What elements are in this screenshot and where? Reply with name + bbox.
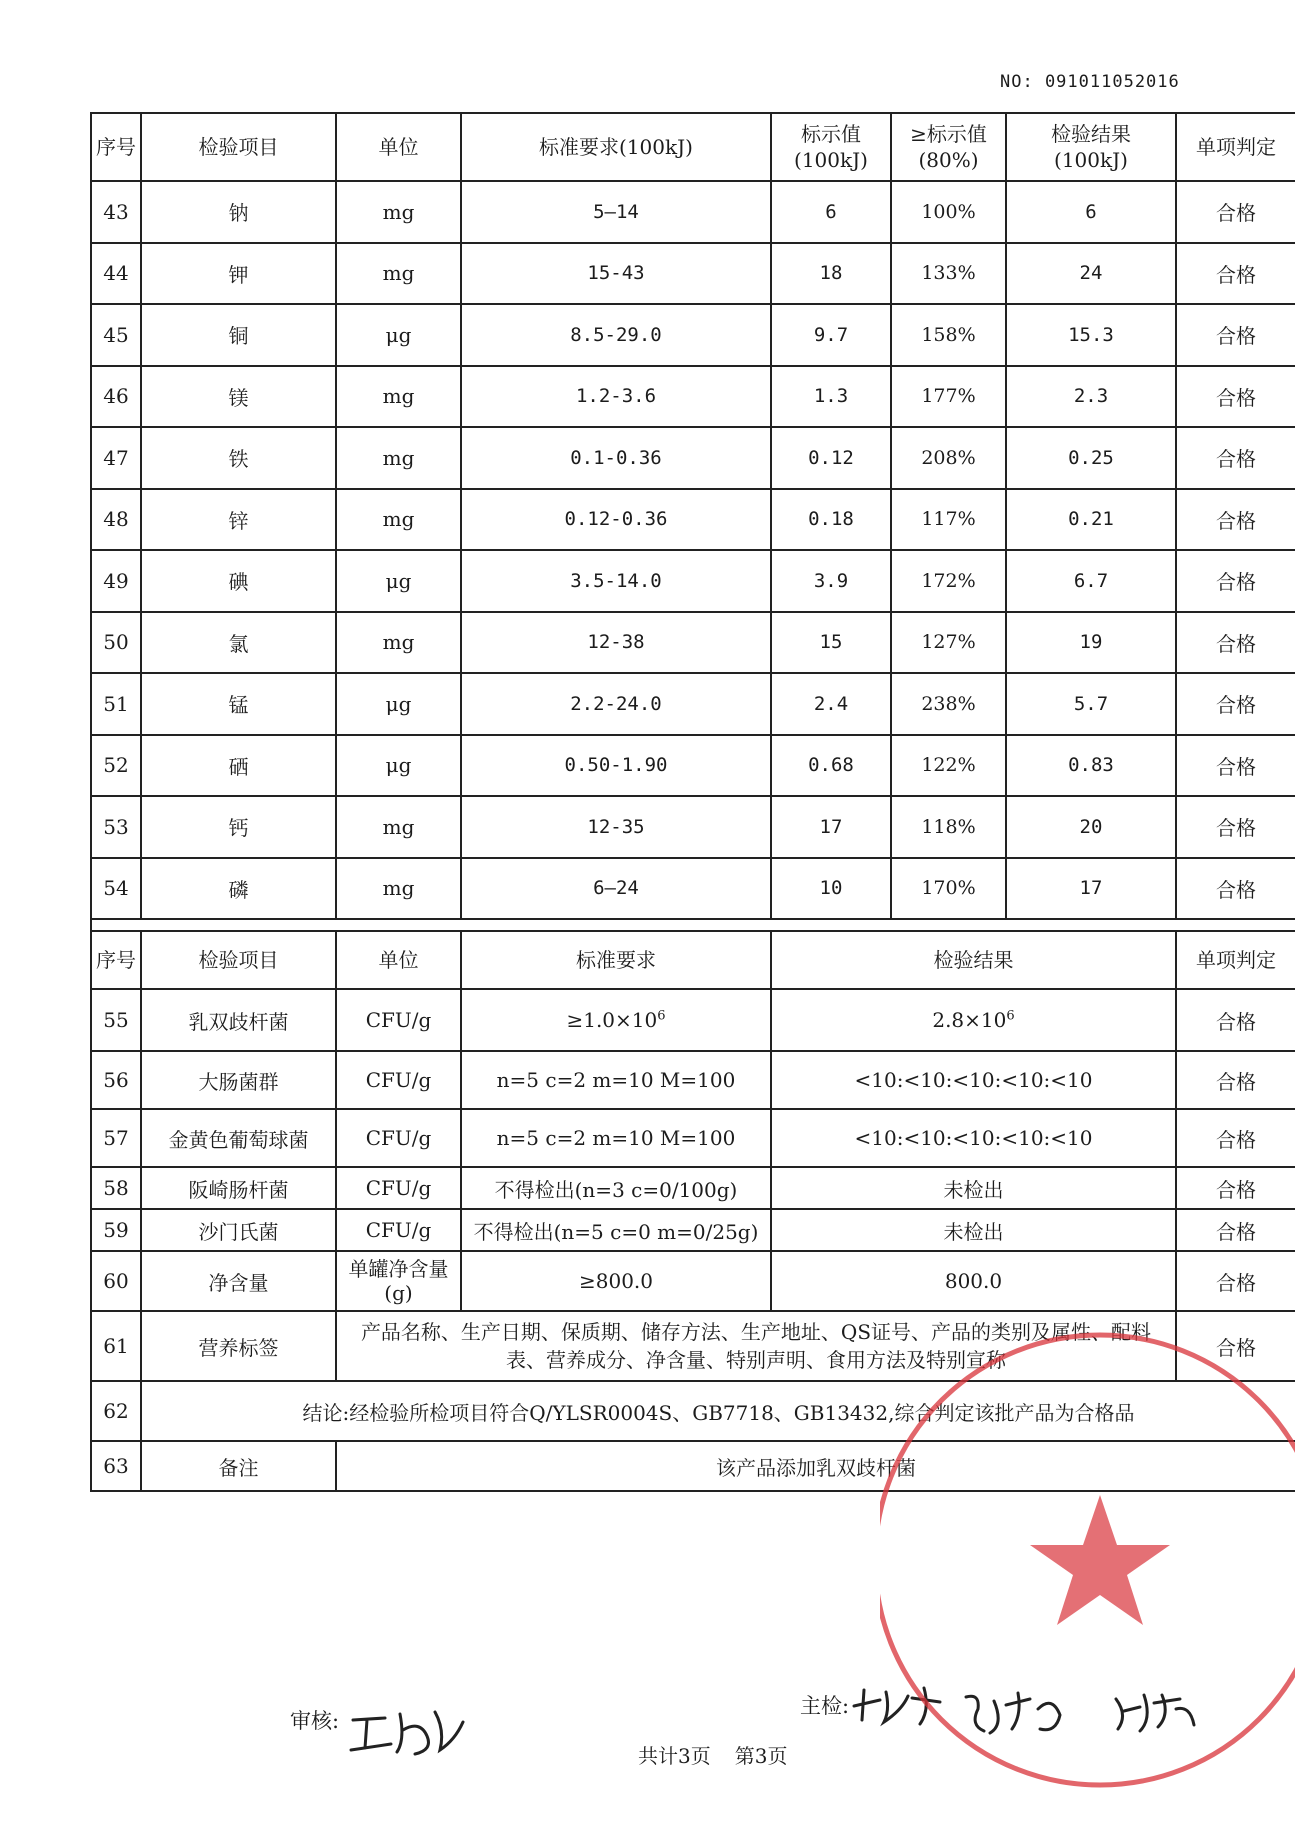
cell-verdict: 合格	[1176, 796, 1295, 858]
cell-item: 沙门氏菌	[141, 1209, 336, 1251]
nutrient-rows	[91, 181, 1295, 919]
cell-item: 镁	[141, 366, 336, 428]
cell-result: 未检出	[771, 1167, 1176, 1209]
cell-item: 铜	[141, 304, 336, 366]
cell-ratio: 172%	[891, 550, 1006, 612]
cell-verdict: 合格	[1176, 1051, 1295, 1109]
company-stamp	[880, 1040, 1295, 1810]
row62-conclusion: 结论:经检验所检项目符合Q/YLSR0004S、GB7718、GB13432,综合判定该批产品为合格品	[141, 1381, 1295, 1441]
cell-ratio: 100%	[891, 181, 1006, 243]
cell-verdict: 合格	[1176, 735, 1295, 797]
cell-result: 0.83	[1006, 735, 1176, 797]
cell-unit: μg	[336, 735, 461, 797]
cell-unit: mg	[336, 366, 461, 428]
cell-item: 钙	[141, 796, 336, 858]
cell-ratio: 158%	[891, 304, 1006, 366]
header-seq: 序号	[91, 113, 141, 181]
cell-verdict: 合格	[1176, 489, 1295, 551]
reviewer-signature	[345, 1700, 470, 1760]
cell-label-value: 17	[771, 796, 891, 858]
cell-result: $2.8\times 10^6$	[771, 989, 1176, 1051]
row63-seq: 63	[91, 1441, 141, 1491]
cell-result: 2.3	[1006, 366, 1176, 428]
cell-seq: 45	[91, 304, 141, 366]
cell-unit: CFU/g	[336, 1167, 461, 1209]
cell-label-value: 2.4	[771, 673, 891, 735]
cell-result: 24	[1006, 243, 1176, 305]
cell-result: 0.25	[1006, 427, 1176, 489]
cell-item: 磷	[141, 858, 336, 920]
cell-unit: μg	[336, 673, 461, 735]
cell-standard: ≥800.0	[461, 1251, 771, 1311]
table-row	[91, 796, 1295, 858]
cell-result: 17	[1006, 858, 1176, 920]
cell-seq: 54	[91, 858, 141, 920]
cell-result: 未检出	[771, 1209, 1176, 1251]
cell-ratio: 133%	[891, 243, 1006, 305]
cell-unit: CFU/g	[336, 1209, 461, 1251]
cell-result: 800.0	[771, 1251, 1176, 1311]
cell-unit: mg	[336, 181, 461, 243]
stamp-seal	[880, 1040, 1295, 1810]
cell-unit: mg	[336, 796, 461, 858]
section-divider	[91, 919, 1295, 931]
table-row	[91, 612, 1295, 674]
cell-item: 碘	[141, 550, 336, 612]
cell-seq: 55	[91, 989, 141, 1051]
cell-label-value: 1.3	[771, 366, 891, 428]
cell-item: 锌	[141, 489, 336, 551]
cell-label-value: 0.12	[771, 427, 891, 489]
cell-standard: 5—14	[461, 181, 771, 243]
cell-label-value: 10	[771, 858, 891, 920]
cell-item: 阪崎肠杆菌	[141, 1167, 336, 1209]
cell-seq: 52	[91, 735, 141, 797]
cell-seq: 53	[91, 796, 141, 858]
cell-item: 金黄色葡萄球菌	[141, 1109, 336, 1167]
cell-ratio: 238%	[891, 673, 1006, 735]
row61-verdict: 合格	[1176, 1311, 1295, 1381]
table-row	[91, 735, 1295, 797]
cell-verdict: 合格	[1176, 1209, 1295, 1251]
cell-standard: 3.5-14.0	[461, 550, 771, 612]
cell-ratio: 170%	[891, 858, 1006, 920]
row63-item: 备注	[141, 1441, 336, 1491]
table-row	[91, 673, 1295, 735]
table-row	[91, 181, 1295, 243]
cell-standard: 不得检出(n=5 c=0 m=0/25g)	[461, 1209, 771, 1251]
cell-unit: CFU/g	[336, 989, 461, 1051]
page-current: 第3页	[734, 1744, 788, 1768]
cell-verdict: 合格	[1176, 1251, 1295, 1311]
header-result: 检验结果 (100kJ)	[1006, 113, 1176, 181]
cell-label-value: 18	[771, 243, 891, 305]
cell-seq: 59	[91, 1209, 141, 1251]
header-item: 检验项目	[141, 113, 336, 181]
document-number: NO: 091011052016	[1000, 72, 1180, 92]
cell-seq: 51	[91, 673, 141, 735]
header-ratio: ≥标示值 (80%)	[891, 113, 1006, 181]
cell-standard: 1.2-3.6	[461, 366, 771, 428]
row63-content: 该产品添加乳双歧杆菌	[336, 1441, 1295, 1491]
cell-result: <10:<10:<10:<10:<10	[771, 1109, 1176, 1167]
cell-unit: mg	[336, 858, 461, 920]
cell-seq: 48	[91, 489, 141, 551]
cell-label-value: 15	[771, 612, 891, 674]
cell-item: 铁	[141, 427, 336, 489]
cell-verdict: 合格	[1176, 1167, 1295, 1209]
cell-seq: 46	[91, 366, 141, 428]
cell-label-value: 3.9	[771, 550, 891, 612]
inspector-label: 主检:	[800, 1694, 850, 1718]
cell-seq: 57	[91, 1109, 141, 1167]
cell-unit: mg	[336, 427, 461, 489]
cell-verdict: 合格	[1176, 1109, 1295, 1167]
cell-seq: 49	[91, 550, 141, 612]
cell-unit: μg	[336, 550, 461, 612]
cell-result: 6.7	[1006, 550, 1176, 612]
cell-verdict: 合格	[1176, 181, 1295, 243]
cell-standard: 0.50-1.90	[461, 735, 771, 797]
cell-standard: n=5 c=2 m=10 M=100	[461, 1051, 771, 1109]
cell-unit: mg	[336, 612, 461, 674]
cell-label-value: 0.68	[771, 735, 891, 797]
cell-item: 净含量	[141, 1251, 336, 1311]
cell-result: 5.7	[1006, 673, 1176, 735]
cell-verdict: 合格	[1176, 989, 1295, 1051]
cell-standard: 0.1-0.36	[461, 427, 771, 489]
cell-verdict: 合格	[1176, 673, 1295, 735]
table-row	[91, 550, 1295, 612]
table-row	[91, 304, 1295, 366]
cell-ratio: 117%	[891, 489, 1006, 551]
table-row	[91, 243, 1295, 305]
cell-seq: 58	[91, 1167, 141, 1209]
cell-item: 钠	[141, 181, 336, 243]
cell-item: 钾	[141, 243, 336, 305]
cell-unit: mg	[336, 243, 461, 305]
cell-verdict: 合格	[1176, 550, 1295, 612]
cell-unit: μg	[336, 304, 461, 366]
cell-unit: 单罐净含量 (g)	[336, 1251, 461, 1311]
header2-verdict: 单项判定	[1176, 931, 1295, 989]
cell-item: 大肠菌群	[141, 1051, 336, 1109]
cell-seq: 43	[91, 181, 141, 243]
page-total: 共计3页	[638, 1744, 711, 1768]
cell-standard: 8.5-29.0	[461, 304, 771, 366]
cell-result: 15.3	[1006, 304, 1176, 366]
table-header-row	[91, 113, 1295, 181]
cell-item: 乳双歧杆菌	[141, 989, 336, 1051]
header2-item: 检验项目	[141, 931, 336, 989]
table-row	[91, 858, 1295, 920]
cell-item: 硒	[141, 735, 336, 797]
cell-ratio: 177%	[891, 366, 1006, 428]
stamp-star	[1030, 1495, 1170, 1625]
cell-standard: 2.2-24.0	[461, 673, 771, 735]
cell-verdict: 合格	[1176, 612, 1295, 674]
header-verdict: 单项判定	[1176, 113, 1295, 181]
page-indicator	[638, 1740, 811, 1769]
header-standard: 标准要求(100kJ)	[461, 113, 771, 181]
row61-content: 产品名称、生产日期、保质期、储存方法、生产地址、QS证号、产品的类别及属性、配料表、营养成分、净含量、特别声明、食用方法及特别宣称	[336, 1311, 1176, 1381]
cell-ratio: 208%	[891, 427, 1006, 489]
cell-standard: n=5 c=2 m=10 M=100	[461, 1109, 771, 1167]
cell-item: 氯	[141, 612, 336, 674]
cell-unit: mg	[336, 489, 461, 551]
cell-seq: 56	[91, 1051, 141, 1109]
cell-verdict: 合格	[1176, 858, 1295, 920]
cell-verdict: 合格	[1176, 243, 1295, 305]
cell-standard: 15-43	[461, 243, 771, 305]
reviewer-label: 审核:	[290, 1709, 340, 1733]
cell-verdict: 合格	[1176, 304, 1295, 366]
row61-item: 营养标签	[141, 1311, 336, 1381]
header2-unit: 单位	[336, 931, 461, 989]
cell-seq: 47	[91, 427, 141, 489]
cell-result: 0.21	[1006, 489, 1176, 551]
table-row	[91, 366, 1295, 428]
cell-ratio: 122%	[891, 735, 1006, 797]
header-label-value: 标示值 (100kJ)	[771, 113, 891, 181]
cell-seq: 60	[91, 1251, 141, 1311]
cell-seq: 44	[91, 243, 141, 305]
cell-result: 6	[1006, 181, 1176, 243]
cell-label-value: 0.18	[771, 489, 891, 551]
cell-label-value: 9.7	[771, 304, 891, 366]
cell-result: 20	[1006, 796, 1176, 858]
cell-result: <10:<10:<10:<10:<10	[771, 1051, 1176, 1109]
cell-standard: 6—24	[461, 858, 771, 920]
cell-unit: CFU/g	[336, 1051, 461, 1109]
cell-ratio: 118%	[891, 796, 1006, 858]
table-row	[91, 427, 1295, 489]
cell-ratio: 127%	[891, 612, 1006, 674]
cell-standard: 12-38	[461, 612, 771, 674]
header-unit: 单位	[336, 113, 461, 181]
cell-verdict: 合格	[1176, 366, 1295, 428]
table-row	[91, 489, 1295, 551]
cell-seq: 50	[91, 612, 141, 674]
cell-label-value: 6	[771, 181, 891, 243]
header2-seq: 序号	[91, 931, 141, 989]
cell-standard: 不得检出(n=3 c=0/100g)	[461, 1167, 771, 1209]
cell-verdict: 合格	[1176, 427, 1295, 489]
row62-seq: 62	[91, 1381, 141, 1441]
cell-result: 19	[1006, 612, 1176, 674]
cell-standard: $\ge 1.0\times 10^6$	[461, 989, 771, 1051]
row61-seq: 61	[91, 1311, 141, 1381]
header2-standard: 标准要求	[461, 931, 771, 989]
header2-result: 检验结果	[771, 931, 1176, 989]
cell-item: 锰	[141, 673, 336, 735]
table-header-row-2	[91, 931, 1295, 989]
cell-standard: 0.12-0.36	[461, 489, 771, 551]
cell-standard: 12-35	[461, 796, 771, 858]
cell-unit: CFU/g	[336, 1109, 461, 1167]
